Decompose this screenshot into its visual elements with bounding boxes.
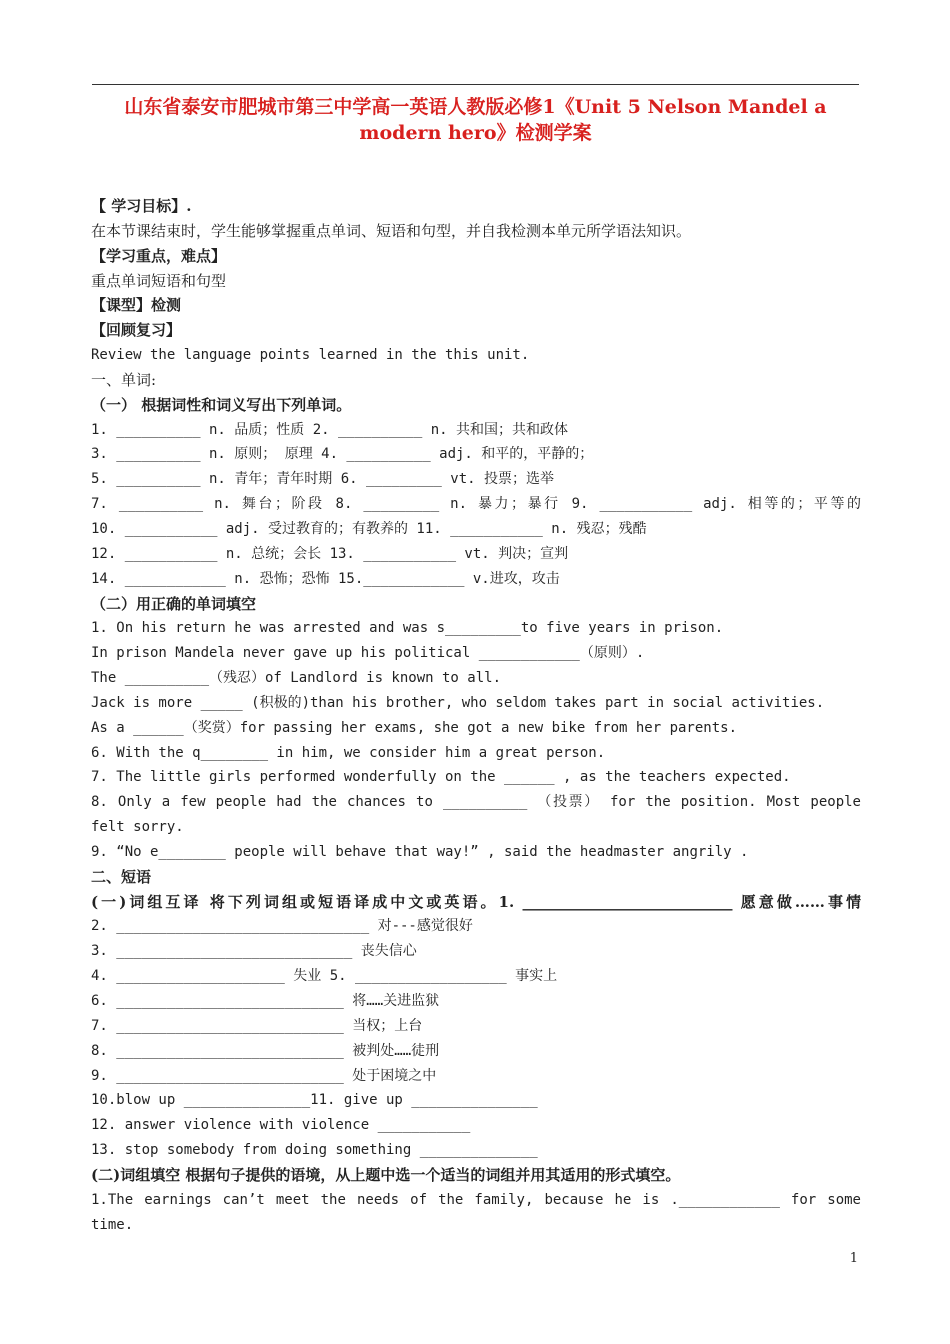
text-line: 6. ___________________________ 将……关进监狱 <box>91 993 440 1009</box>
text-line: 【学习重点，难点】 <box>91 246 227 265</box>
text-line: 重点单词短语和句型 <box>91 271 227 290</box>
text-line: 8. Only a few people had the chances to __________ （投票） for the position. Most people <box>91 794 861 811</box>
text-line: 12. ___________ n. 总统；会长 13. ___________ vt. 判决；宣判 <box>91 545 569 562</box>
text-line: 在本节课结束时，学生能够掌握重点单词、短语和句型，并自我检测本单元所学语法知识。 <box>91 221 692 240</box>
text-line: 9. “No e________ people will behave that way!” , said the headmaster angrily . <box>91 843 749 860</box>
text-line: 2. ______________________________ 对---感觉很好 <box>91 918 473 935</box>
text-line: felt sorry. <box>91 819 184 836</box>
text-line: 7. __________ n. 舞台；阶段 8. _________ n. 暴力；暴行 9. ___________ adj. 相等的；平等的 <box>91 496 861 513</box>
text-line: 10.blow up _______________11. give up _______________ <box>91 1092 538 1109</box>
text-line: 13. stop somebody from doing something ______________ <box>91 1142 538 1159</box>
header-rule <box>92 84 859 85</box>
text-line: The __________（残忍）of Landlord is known to all. <box>91 670 502 687</box>
text-line: 4. ____________________ 失业 5. __________________ 事实上 <box>91 968 558 985</box>
text-line: 6. With the q________ in him, we consider him a great person. <box>91 744 606 761</box>
text-line: 3. ____________________________ 丧失信心 <box>91 943 417 960</box>
document-body <box>91 194 861 1237</box>
text-line: 1. __________ n. 品质；性质 2. __________ n. 共和国；共和政体 <box>91 421 569 438</box>
text-line: 7. The little girls performed wonderfully on the ______ , as the teachers expected. <box>91 769 791 786</box>
text-line: 【课型】检测 <box>91 296 182 315</box>
text-line: 一、单词: <box>91 370 157 389</box>
text-line: 【 学习目标】. <box>91 197 192 215</box>
text-line: As a ______（奖赏）for passing her exams, she got a new bike from her parents. <box>91 719 738 736</box>
text-line: 10. ___________ adj. 受过教育的；有教养的 11. ___________ n. 残忍；残酷 <box>91 520 647 537</box>
text-line: 【回顾复习】 <box>91 321 182 340</box>
text-line: Review the language points learned in the this unit. <box>91 347 530 364</box>
text-line: 14. ____________ n. 恐怖；恐怖 15.____________ v.进攻，攻击 <box>91 570 560 587</box>
text-line: Jack is more _____ (积极的)than his brother, who seldom takes part in social activities. <box>91 694 825 711</box>
text-line: 12. answer violence with violence ___________ <box>91 1117 471 1134</box>
text-line: 1. On his return he was arrested and was s_________to five years in prison. <box>91 620 724 637</box>
title-line-2: modern hero》检测学案 <box>359 122 592 144</box>
document-title <box>88 94 863 146</box>
title-line-1: 山东省泰安市肥城市第三中学高一英语人教版必修1《Unit 5 Nelson Mandel a <box>124 96 827 118</box>
text-line: 5. __________ n. 青年；青年时期 6. _________ vt. 投票；选举 <box>91 471 555 488</box>
text-line: time. <box>91 1216 134 1233</box>
text-line: 1.The earnings can’t meet the needs of the family, because he is .____________ for some <box>91 1191 861 1208</box>
text-line: 9. ___________________________ 处于困境之中 <box>91 1067 437 1084</box>
text-line: (二)词组填空 根据句子提供的语境，从上题中选一个适当的词组并用其适用的形式填空。 <box>91 1165 681 1184</box>
text-line: (一)词组互译 将下列词组或短语译成中文或英语。1. ____________________________ 愿意做……事情 <box>91 892 861 911</box>
text-line: 8. ___________________________ 被判处……徒刑 <box>91 1042 440 1059</box>
text-line: （一） 根据词性和词义写出下列单词。 <box>91 395 352 414</box>
text-line: In prison Mandela never gave up his political ____________（原则）. <box>91 645 645 662</box>
text-line: （二）用正确的单词填空 <box>91 594 257 613</box>
text-line: 二、短语 <box>91 867 152 886</box>
page-number: 1 <box>849 1251 858 1266</box>
text-line: 7. ___________________________ 当权；上台 <box>91 1017 423 1034</box>
text-line: 3. __________ n. 原则； 原理 4. __________ adj. 和平的，平静的； <box>91 446 594 463</box>
